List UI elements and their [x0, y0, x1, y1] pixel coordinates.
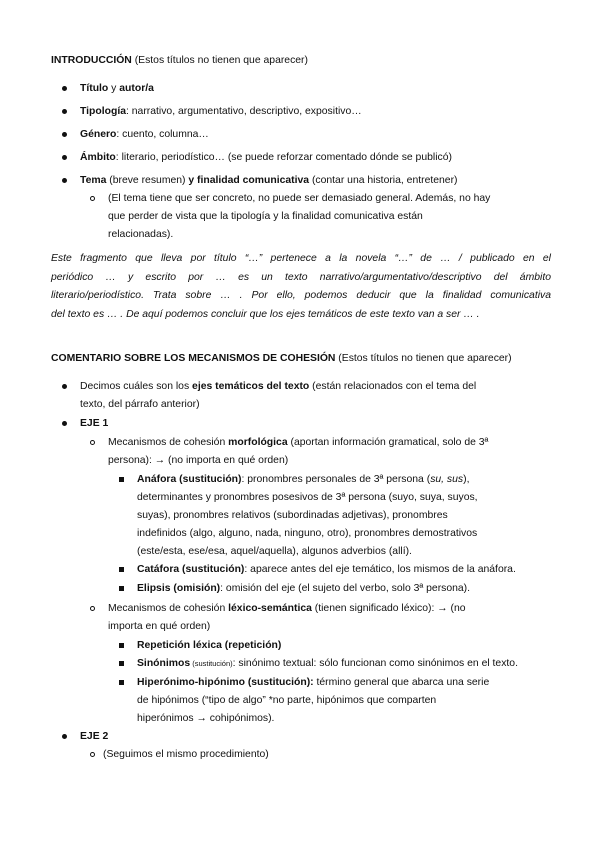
eje2-label: EJE 2	[80, 731, 109, 742]
item-bold: y finalidad comunicativa	[188, 175, 310, 186]
cohesion-heading-note: (Estos títulos no tienen que aparecer)	[335, 353, 512, 364]
intro-item-genero	[80, 126, 209, 144]
intro-heading	[51, 55, 308, 66]
intro-model-paragraph	[51, 250, 551, 324]
bullet-icon	[62, 155, 67, 160]
bullet-icon	[62, 178, 67, 183]
anafora-line: suyas), pronombres relativos (subordinadas adjetivas), pronombres	[137, 510, 448, 521]
hiperonimo-line: hiperónimos → cohipónimos).	[137, 713, 275, 724]
item-text: : literario, periodístico… (se puede reforzar comentado dónde se publicó)	[115, 152, 452, 163]
bold-text: Elipsis (omisión)	[137, 583, 221, 594]
item-bold: Tema	[80, 175, 107, 186]
sinonimos-line	[137, 655, 518, 673]
bold-text: morfológica	[228, 437, 288, 448]
text: Mecanismos de cohesión	[108, 603, 229, 614]
item-text: y	[108, 83, 120, 94]
square-bullet-icon	[119, 477, 124, 482]
bullet-icon	[62, 109, 67, 114]
paragraph-line: del texto es … . De aquí podemos concluir que los ejes temáticos de este texto van a ser … .	[51, 308, 480, 320]
square-bullet-icon	[119, 661, 124, 666]
item-bold: Género	[80, 129, 117, 140]
tema-note-line: (El tema tiene que ser concreto, no puede ser demasiado general. Además, no hay	[108, 193, 491, 204]
intro-item-title-author	[80, 80, 154, 98]
square-bullet-icon	[119, 586, 124, 591]
item-bold: Ámbito	[80, 152, 116, 163]
cohesion-heading-title: COMENTARIO SOBRE LOS MECANISMOS DE COHESIÓN	[51, 353, 336, 364]
eje1-label: EJE 1	[80, 418, 109, 429]
bold-text: léxico-semántica	[228, 603, 312, 614]
bullet-icon	[62, 86, 67, 91]
text: (aportan información gramatical, solo de 3ª	[287, 437, 489, 448]
text: : sinónimo textual: sólo funcionan como sinónimos en el texto.	[232, 658, 518, 669]
tema-note-line: relacionadas).	[108, 229, 174, 240]
elipsis-line	[137, 580, 470, 598]
item-bold: Título	[80, 83, 109, 94]
item-text: : cuento, columna…	[116, 129, 209, 140]
bullet-icon	[62, 384, 67, 389]
item-text: : narrativo, argumentativo, descriptivo, expositivo…	[126, 106, 362, 117]
circle-bullet-icon	[90, 752, 95, 757]
bullet-icon	[62, 421, 67, 426]
bold-text: Anáfora (sustitución)	[137, 474, 242, 485]
small-text: (sustitución)	[190, 659, 233, 668]
anafora-line: indefinidos (algo, alguno, nada, ninguno, otro), pronombres demostrativos	[137, 528, 478, 539]
bold-text: ejes temáticos del texto	[192, 381, 310, 392]
text: Mecanismos de cohesión	[108, 437, 229, 448]
text: : omisión del eje (el sujeto del verbo, solo 3ª persona).	[220, 583, 471, 594]
intro-heading-title: INTRODUCCIÓN	[51, 55, 132, 66]
intro-heading-note: (Estos títulos no tienen que aparecer)	[131, 55, 308, 66]
text: término general que abarca una serie	[313, 677, 490, 688]
morfologica-line	[108, 434, 488, 452]
cohesion-intro-line	[80, 378, 476, 396]
square-bullet-icon	[119, 643, 124, 648]
item-text: (breve resumen)	[106, 175, 189, 186]
anafora-line	[137, 471, 469, 489]
circle-bullet-icon	[90, 606, 95, 611]
paragraph-line: periódico … y escrito por … es un texto narrativo/argumentativo/descriptivo del ámbito	[51, 271, 551, 283]
text: (están relacionados con el tema del	[309, 381, 477, 392]
cohesion-heading	[51, 353, 512, 364]
morfologica-line: persona): → (no importa en qué orden)	[108, 455, 289, 466]
bullet-icon	[62, 734, 67, 739]
hiperonimo-line	[137, 674, 489, 692]
cohesion-intro-line: texto, del párrafo anterior)	[80, 399, 200, 410]
bold-text: Catáfora (sustitución)	[137, 564, 245, 575]
hiperonimo-line: de hipónimos (“tipo de algo” *no parte, hipónimos que comparten	[137, 695, 437, 706]
text: Decimos cuáles son los	[80, 381, 193, 392]
text: : pronombres personales de 3ª persona (	[241, 474, 431, 485]
anafora-line: determinantes y pronombres posesivos de 3ª persona (suyo, suya, suyos,	[137, 492, 478, 503]
intro-item-ambito	[80, 149, 452, 167]
circle-bullet-icon	[90, 440, 95, 445]
repeticion-line: Repetición léxica (repetición)	[137, 640, 282, 651]
lexico-line	[108, 600, 466, 618]
intro-item-tipologia	[80, 103, 362, 121]
anafora-line: (este/esta, ese/esa, aquel/aquella), algunos adverbios (allí).	[137, 546, 412, 557]
eje2-note: (Seguimos el mismo procedimiento)	[103, 749, 269, 760]
text: : aparece antes del eje temático, los mismos de la anáfora.	[244, 564, 516, 575]
text: ),	[463, 474, 470, 485]
bullet-icon	[62, 132, 67, 137]
bold-text: Sinónimos	[137, 658, 191, 669]
catafora-line	[137, 561, 516, 579]
text: (tienen significado léxico): → (no	[311, 603, 466, 614]
item-bold: autor/a	[119, 83, 154, 94]
italic-text: su, sus	[430, 474, 464, 485]
bold-text: Hiperónimo-hipónimo (sustitución):	[137, 677, 314, 688]
square-bullet-icon	[119, 680, 124, 685]
tema-note-line: que perder de vista que la tipología y la finalidad comunicativa están	[108, 211, 423, 222]
paragraph-line: literario/periodístico. Trata sobre … . Por ello, podemos deducir que la finalidad comunicativa	[51, 290, 551, 301]
item-bold: Tipología	[80, 106, 126, 117]
square-bullet-icon	[119, 567, 124, 572]
paragraph-line: Este fragmento que lleva por título “…” pertenece a la novela “…” de … / publicado en el	[51, 253, 551, 264]
circle-bullet-icon	[90, 196, 95, 201]
intro-item-tema	[80, 172, 458, 190]
item-text: (contar una historia, entretener)	[309, 175, 458, 186]
lexico-line: importa en qué orden)	[108, 621, 211, 632]
